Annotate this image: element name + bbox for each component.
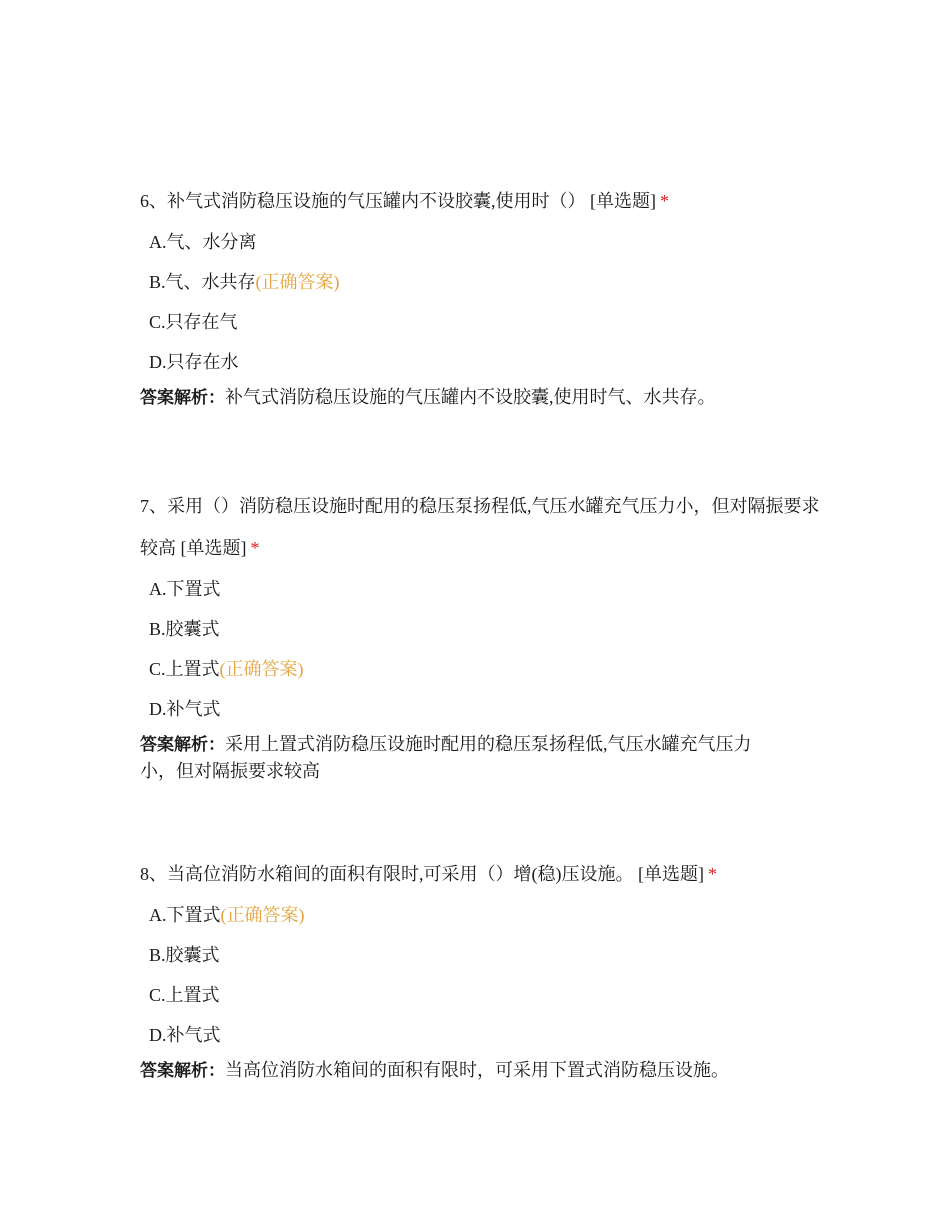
correct-answer-marker: (正确答案) (219, 659, 304, 679)
question-title: 8、当高位消防水箱间的面积有限时,可采用（）增(稳)压设施。 [单选题] * (140, 864, 717, 884)
question-6 (140, 180, 820, 411)
option-c[interactable]: C.只存在气 (149, 312, 238, 332)
option-d[interactable]: D.补气式 (149, 1025, 221, 1045)
question-7 (140, 485, 820, 784)
required-mark: * (660, 191, 669, 211)
option-a[interactable]: A.下置式(正确答案) (149, 905, 305, 925)
option-c[interactable]: C.上置式(正确答案) (149, 659, 304, 679)
answer-analysis (140, 731, 780, 784)
analysis-text: 采用上置式消防稳压设施时配用的稳压泵扬程低,气压水罐充气压力小，但对隔振要求较高 (140, 734, 752, 781)
option-d[interactable]: D.补气式 (149, 699, 221, 719)
question-8 (140, 853, 820, 1084)
question-title: 6、补气式消防稳压设施的气压罐内不设胶囊,使用时（） [单选题] * (140, 191, 669, 211)
correct-answer-marker: (正确答案) (255, 272, 340, 292)
option-a[interactable]: A.下置式 (149, 579, 221, 599)
option-list (140, 222, 820, 382)
question-title: 7、采用（）消防稳压设施时配用的稳压泵扬程低,气压水罐充气压力小，但对隔振要求较高 [单选题] * (140, 496, 820, 558)
option-c[interactable]: C.上置式 (149, 985, 220, 1005)
correct-answer-marker: (正确答案) (220, 905, 305, 925)
required-mark: * (707, 864, 717, 884)
analysis-text: 补气式消防稳压设施的气压罐内不设胶囊,使用时气、水共存。 (225, 387, 716, 407)
answer-analysis (140, 1057, 780, 1084)
option-list (140, 895, 820, 1055)
option-d[interactable]: D.只存在水 (149, 352, 239, 372)
analysis-label: 答案解析： (140, 388, 225, 408)
option-list (140, 569, 820, 729)
option-b[interactable]: B.胶囊式 (149, 945, 220, 965)
option-a[interactable]: A.气、水分离 (149, 232, 257, 252)
required-mark: * (250, 538, 260, 558)
answer-analysis (140, 384, 780, 411)
analysis-label: 答案解析： (140, 1061, 225, 1081)
option-b[interactable]: B.胶囊式 (149, 619, 220, 639)
option-b[interactable]: B.气、水共存(正确答案) (149, 272, 340, 292)
analysis-text: 当高位消防水箱间的面积有限时，可采用下置式消防稳压设施。 (225, 1060, 729, 1080)
analysis-label: 答案解析： (140, 735, 225, 755)
